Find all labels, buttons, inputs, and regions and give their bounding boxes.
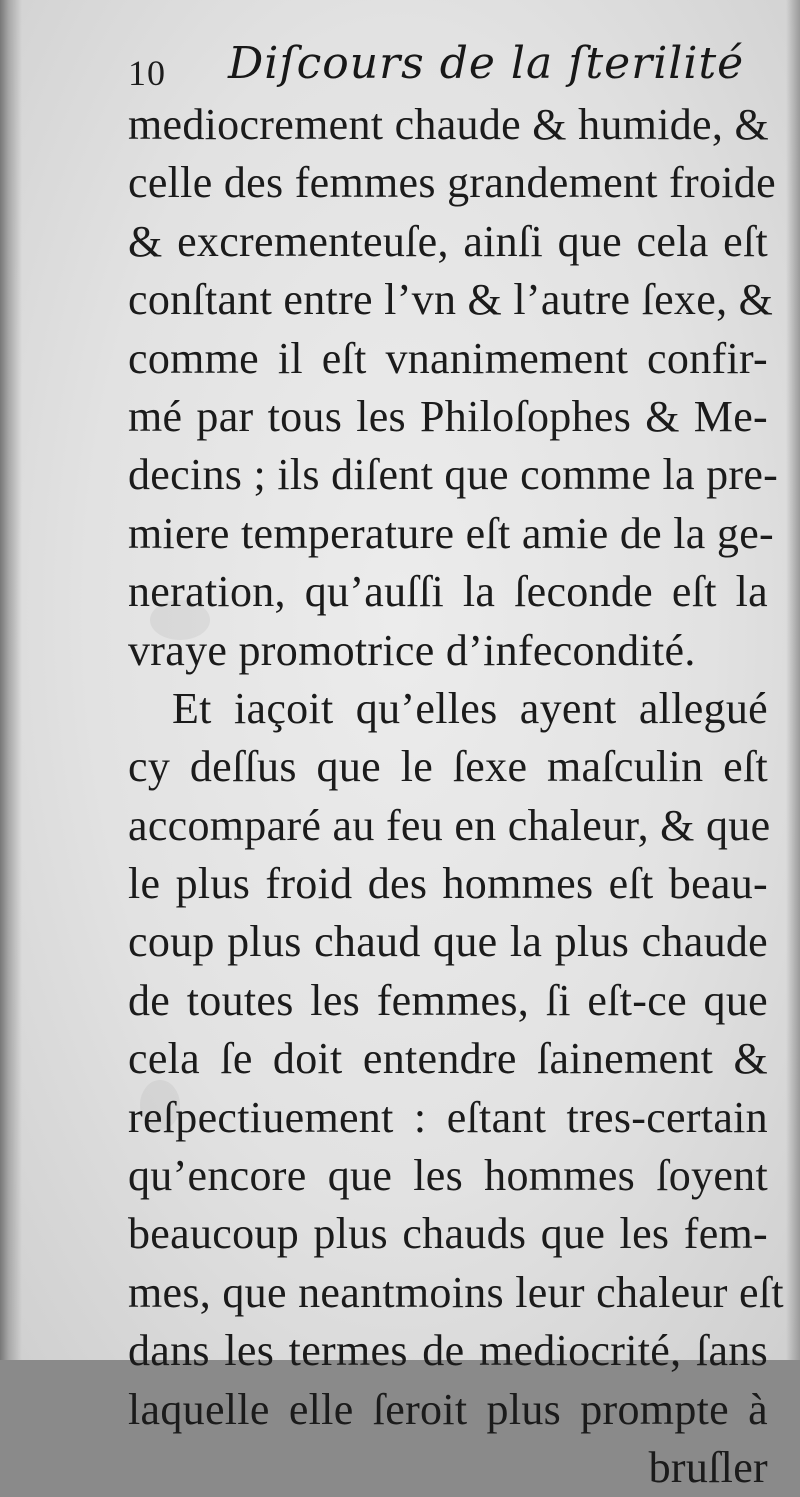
paragraph-end-line: vraye promotrice d’infecondité. xyxy=(128,625,696,675)
text-line: laquelle elle ſeroit plus prompte à xyxy=(128,1384,768,1434)
page-edge-shadow-right xyxy=(786,0,800,1360)
text-line: cela ſe doit entendre ſainement & xyxy=(128,1034,768,1084)
page-edge-shadow-left xyxy=(0,0,22,1360)
text-line: neration, qu’auſſi la ſeconde eſt la xyxy=(128,567,768,617)
text-line: decins ; ils diſent que comme la pre- xyxy=(128,450,779,500)
text-line: dans les termes de mediocrité, ſans xyxy=(128,1326,768,1376)
text-line: mes, que neantmoins leur chaleur eſt xyxy=(128,1267,784,1317)
text-line: cy deſſus que le ſexe maſculin eſt xyxy=(128,742,768,792)
text-line: qu’encore que les hommes ſoyent xyxy=(128,1151,768,1201)
page-number: 10 xyxy=(128,53,166,93)
page-header xyxy=(128,38,768,100)
text-line: mediocrement chaude & humide, & xyxy=(128,100,769,149)
text-line: le plus froid des hommes eſt beau- xyxy=(128,859,768,909)
text-line: beaucoup plus chauds que les fem- xyxy=(128,1209,768,1259)
text-line: & excrementeuſe, ainſi que cela eſt xyxy=(128,216,768,266)
text-line: accomparé au feu en chaleur, & que xyxy=(128,800,771,850)
body-text xyxy=(128,96,784,1497)
running-title: Diſcours de la ſterilité xyxy=(228,38,745,89)
text-line: reſpectiuement : eſtant tres-certain xyxy=(128,1092,768,1142)
text-line: de toutes les femmes, ſi eſt-ce que xyxy=(128,975,768,1025)
paragraph-start-line: Et iaçoit qu’elles ayent allegué xyxy=(172,683,768,733)
text-line: conſtant entre l’vn & l’autre ſexe, & xyxy=(128,275,774,325)
text-line: miere temperature eſt amie de la ge- xyxy=(128,508,775,558)
text-line: comme il eſt vnanimement confir- xyxy=(128,333,768,383)
text-line: coup plus chaud que la plus chaude xyxy=(128,917,768,967)
catchword: bruſler xyxy=(648,1442,768,1492)
text-line: mé par tous les Philoſophes & Me- xyxy=(128,391,768,441)
text-line: celle des femmes grandement froide xyxy=(128,158,776,208)
